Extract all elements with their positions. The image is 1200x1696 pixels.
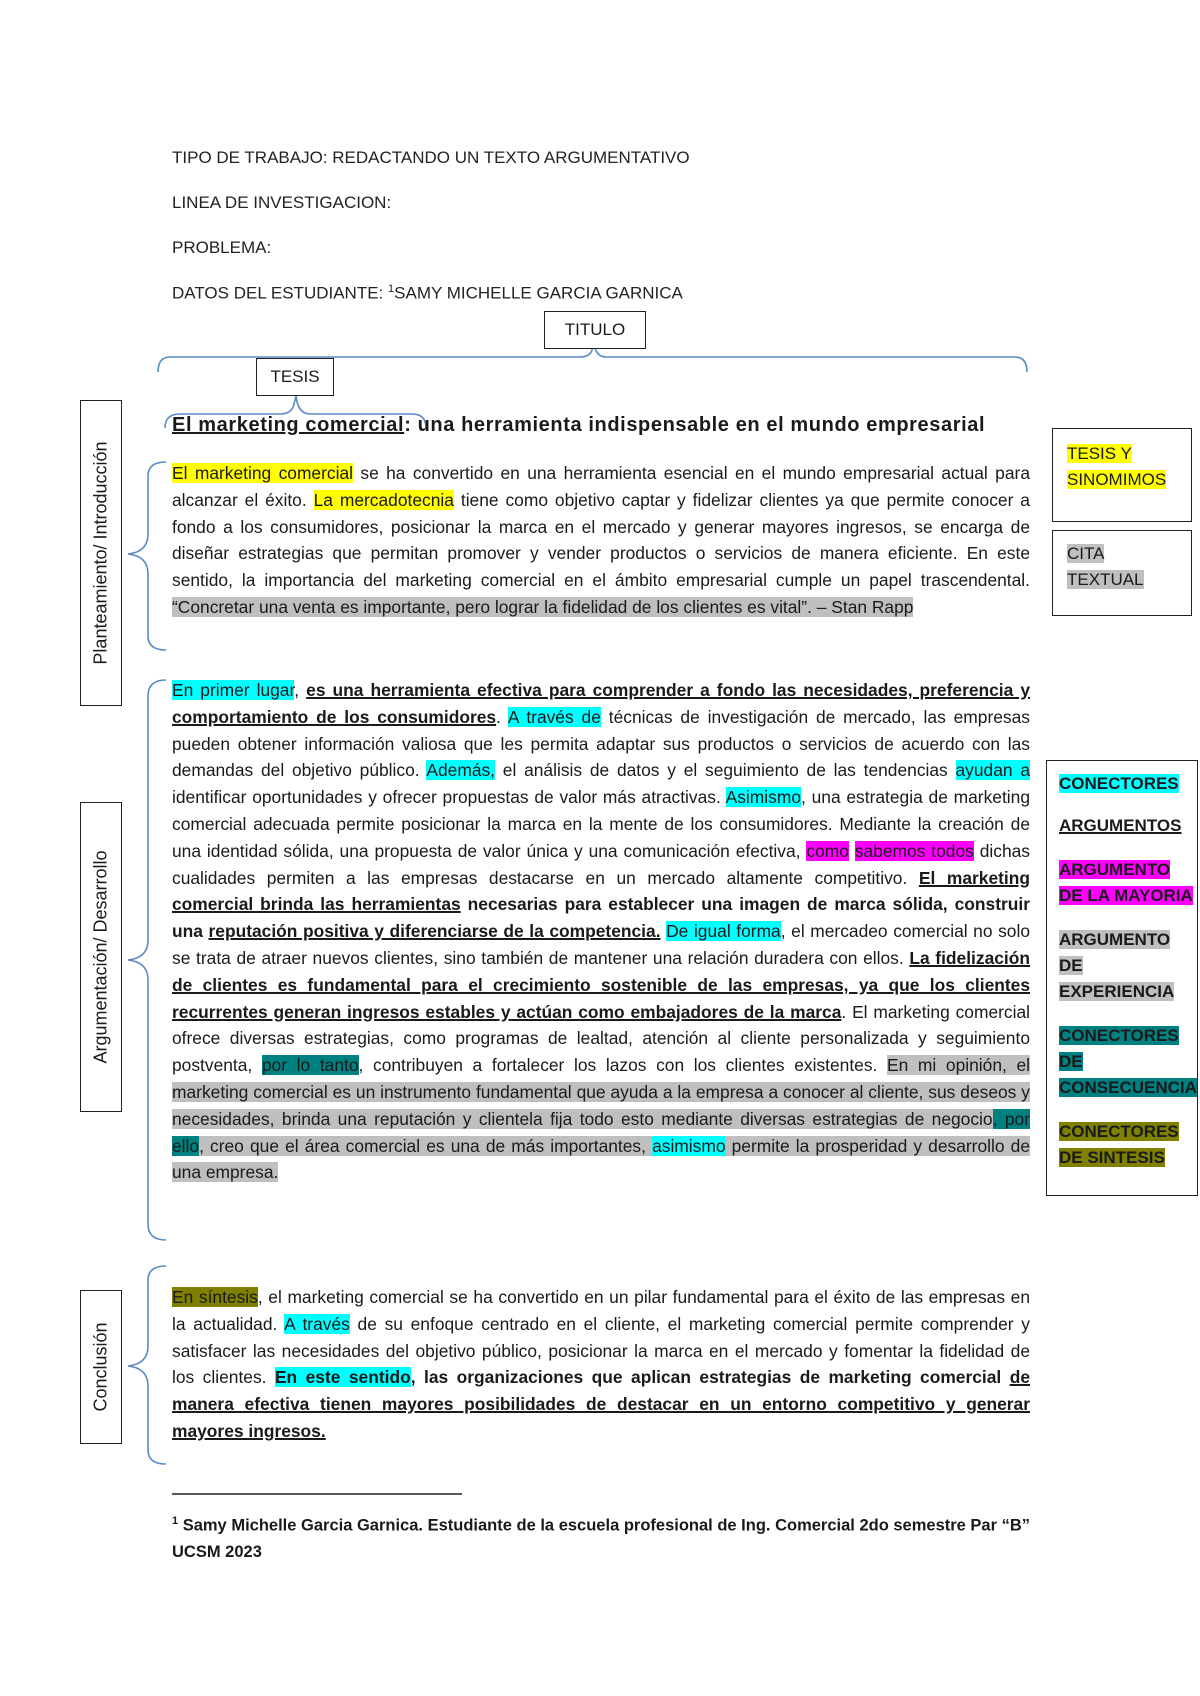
textual-quote: “Concretar una venta es importante, pero lograr la fidelidad de los clientes es vital”. – Stan Rapp [172, 596, 914, 617]
argument: reputación positiva y diferenciarse de la competencia. [208, 921, 661, 942]
legend-consequence: CONECTORES DE CONSECUENCIA [1059, 1026, 1197, 1097]
intro-text: se ha convertido en una herramienta esencial en el mundo empresarial actual para alcanzar el éxito. [172, 463, 1030, 510]
argument: de manera efectiva tienen mayores posibilidades de destacar en un entorno competitivo y generar mayores ingresos. [172, 1367, 1030, 1441]
connector: En primer lugar [172, 680, 295, 700]
legend-connectors: CONECTORES [1059, 774, 1179, 793]
work-type: TIPO DE TRABAJO: REDACTANDO UN TEXTO ARGUMENTATIVO [172, 148, 690, 167]
footnote [172, 1508, 1042, 1565]
legend-experience: ARGUMENTO DE EXPERIENCIA [1059, 930, 1175, 1001]
intro-label-text: Planteamiento/ Introducción [90, 441, 111, 665]
synthesis-connector: En síntesis [172, 1287, 258, 1307]
conclusion-label [80, 1290, 122, 1444]
experience-argument: En mi opinión, el marketing comercial es un instrumento fundamental que ayuda a la empresa a conocer al cliente, sus deseos y necesidades, brinda una reputación y clientela fija todo esto mediante diversas estrategias de negocio [172, 1055, 1031, 1129]
development-paragraph [172, 677, 1030, 1186]
legend-majority-row [1059, 857, 1195, 909]
body-text: . El marketing comercial ofrece diversas estrategias, como programas de lealtad, atención al cliente personalizada y seguimiento postventa, [172, 1001, 1031, 1076]
consequence-connector: por lo tanto [261, 1055, 359, 1076]
legend-consequence-row [1059, 1023, 1195, 1101]
conclusion-label-text: Conclusión [90, 1322, 111, 1412]
legend-thesis-box [1052, 428, 1192, 522]
argument: El marketing comercial brinda las herramientas [172, 867, 1030, 915]
body-text: dichas cualidades permiten a las empresas destacarse en un mercado altamente competitivo. [172, 840, 1031, 888]
essay-title-rest: : una herramienta indispensable en el mundo empresarial [404, 414, 986, 436]
experience-argument: permite la prosperidad y desarrollo de una empresa. [172, 1135, 1030, 1183]
legend-connectors-row [1059, 771, 1195, 797]
experience-argument: , creo que el área comercial es una de más importantes, [199, 1135, 653, 1156]
thesis-highlight: El marketing comercial [172, 463, 353, 483]
body-text: el análisis de datos y el seguimiento de las tendencias [495, 760, 956, 781]
legend-experience-row [1059, 927, 1195, 1005]
conclusion-paragraph [172, 1284, 1030, 1445]
legend-arguments: ARGUMENTOS [1059, 816, 1182, 835]
connector: A través [284, 1313, 350, 1334]
body-text: . [496, 706, 508, 727]
connector: Además, [426, 760, 496, 781]
essay-title-thesis: El marketing comercial [172, 414, 405, 436]
legend-thesis: TESIS Y SINOMIMOS [1067, 444, 1167, 489]
majority-argument: sabemos todos [854, 840, 974, 861]
footnote-number: 1 [172, 1515, 179, 1527]
legend-quote-box [1052, 530, 1192, 616]
footnote-text: Samy Michelle Garcia Garnica. Estudiante de la escuela profesional de Ing. Comercial 2do semestre Par “B” UCSM 2023 [172, 1516, 1031, 1561]
intro-label [80, 400, 122, 706]
connector: asimismo [652, 1135, 726, 1156]
connector: Asimismo [725, 787, 801, 808]
legend-majority: ARGUMENTO DE LA MAYORIA [1059, 860, 1193, 905]
intro-paragraph [172, 460, 1030, 621]
conclusion-text: de su enfoque centrado en el cliente, el marketing comercial permite comprender y satisfacer las necesidades del objetivo público, posicionar la marca en el mercado y fomentar la fidelidad de los clientes. [172, 1313, 1030, 1388]
connector: A través de [507, 706, 601, 727]
development-label [80, 802, 122, 1112]
body-text: identificar oportunidades y ofrecer propuestas de valor más atractivas. [172, 787, 726, 808]
essay-title [172, 414, 1032, 437]
body-text [849, 841, 855, 861]
consequence-connector: , por ello [172, 1108, 1030, 1156]
conclusion-text: , el marketing comercial se ha convertido en un pilar fundamental para el éxito de las empresas en la actualidad. [172, 1287, 1030, 1334]
problem: PROBLEMA: [172, 238, 272, 257]
legend-synthesis: CONECTORES DE SINTESIS [1059, 1122, 1179, 1167]
body-text: , el mercadeo comercial no solo se trata de atraer nuevos clientes, sino también de mantener una relación duradera con ellos. [172, 921, 1031, 968]
body-text: , [294, 680, 307, 700]
synonym-highlight: La mercadotecnia [313, 489, 454, 510]
argument: es una herramienta efectiva para comprender a fondo las necesidades, preferencia y comportamiento de los consumidores [172, 680, 1030, 727]
titulo-box: TITULO [544, 311, 646, 349]
student-name: SAMY MICHELLE GARCIA GARNICA [394, 283, 683, 303]
connector: De igual forma [666, 921, 781, 942]
majority-argument: como [806, 840, 849, 861]
intro-text: tiene como objetivo captar y fidelizar clientes ya que permite conocer a fondo a los consumidores, posicionar la marca en el mercado y generar mayores ingresos, se encarga de diseñar estrategias que permitan promover y vender productos o servicios de manera eficiente. En este sentido, la importancia del marketing comercial en el ámbito empresarial cumple un papel trascendental. [172, 489, 1030, 591]
footnote-ref: 1 [388, 283, 395, 295]
legend-main-box [1046, 760, 1198, 1196]
connector: ayudan a [955, 760, 1031, 781]
connector: En este sentido [274, 1367, 411, 1388]
argument: La fidelización de clientes es fundamental para el crecimiento sostenible de las empresas, ya que los clientes recurrentes generan ingresos estables y actúan como embajadores de la marca [172, 947, 1031, 1022]
body-text: , contribuyen a fortalecer los lazos con los clientes existentes. [358, 1055, 888, 1076]
research-line: LINEA DE INVESTIGACION: [172, 193, 392, 212]
body-text: técnicas de investigación de mercado, las empresas pueden obtener información valiosa que les permita adaptar sus productos o servicios de acuerdo con las demandas del objetivo público. [172, 706, 1030, 781]
body-text: , una estrategia de marketing comercial adecuada permite posicionar la marca en la mente de los consumidores. Mediante la creación de una identidad sólida, una propuesta de valor única y una comunicación efectiva, [172, 787, 1030, 861]
legend-synthesis-row [1059, 1119, 1195, 1171]
body-text: necesarias para establecer una imagen de marca sólida, construir una [172, 894, 1030, 942]
conclusion-text: , las organizaciones que aplican estrategias de marketing comercial [410, 1367, 1010, 1388]
development-label-text: Argumentación/ Desarrollo [90, 850, 111, 1064]
legend-quote: CITA TEXTUAL [1067, 544, 1144, 589]
tesis-box: TESIS [256, 358, 334, 396]
student-data-label: DATOS DEL ESTUDIANTE: [172, 283, 389, 303]
